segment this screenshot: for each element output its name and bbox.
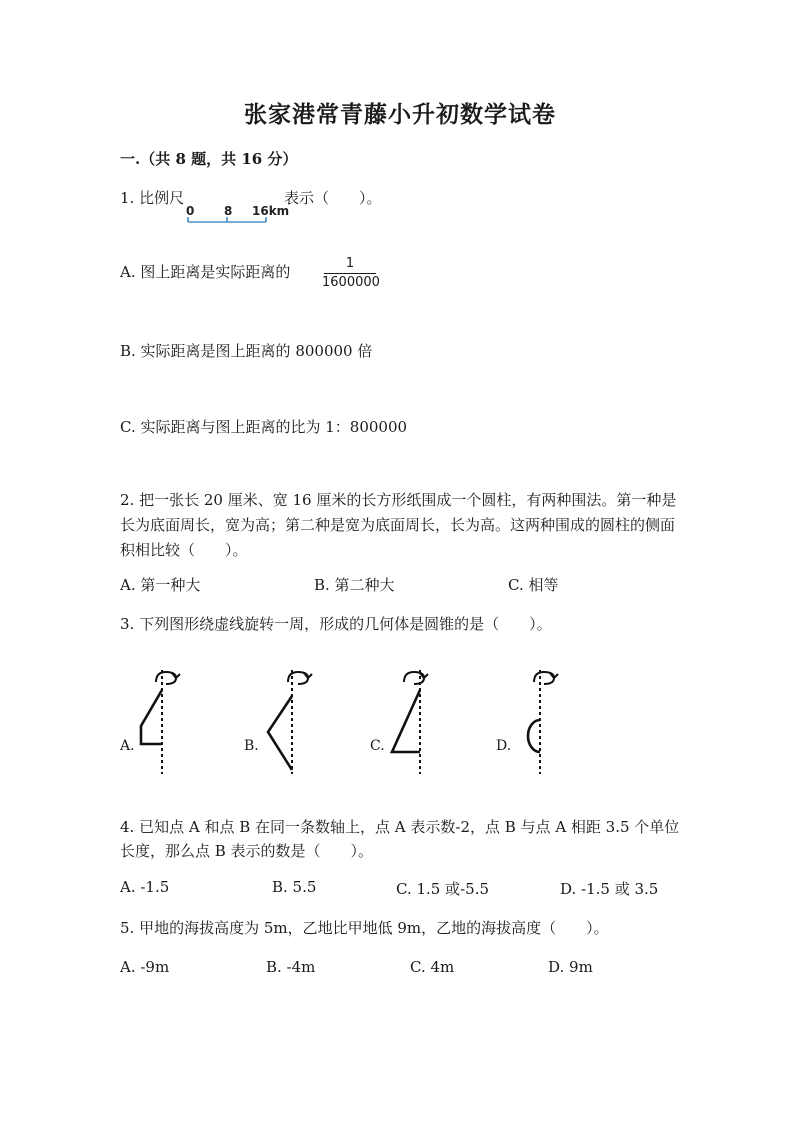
question-4-option-d: D. -1.5 或 3.5 [560,880,659,898]
question-3-text: 3. 下列图形绕虚线旋转一周，形成的几何体是圆锥的是（ ）。 [120,615,552,633]
question-5-text: 5. 甲地的海拔高度为 5m，乙地比甲地低 9m，乙地的海拔高度（ ）。 [120,919,609,937]
question-4-option-c: C. 1.5 或-5.5 [396,880,490,898]
question-1-option-a: A. 图上距离是实际距离的 [120,263,291,281]
question-2-option-c: C. 相等 [508,576,559,594]
question-4-option-a: A. -1.5 [120,878,170,896]
rotation-figure-c-icon [384,668,454,778]
rotation-figure-b-icon [262,668,332,778]
fraction [322,255,378,292]
page-title: 张家港常青藤小升初数学试卷 [244,101,556,128]
question-5-option-c: C. 4m [410,958,455,976]
question-2-text: 2. 把一张长 20 厘米、宽 16 厘米的长方形纸围成一个圆柱，有两种围法。第一种是长为底面周长，宽为高；第二种是宽为底面周长，长为高。这两种围成的圆柱的侧面积相比较（ ）。 [120,491,677,559]
rotation-figure-a-icon [138,668,208,778]
scale-label-16km: 16km [252,204,290,218]
question-2-option-a: A. 第一种大 [120,576,201,594]
question-5-option-b: B. -4m [266,958,316,976]
question-1-option-c: C. 实际距离与图上距离的比为 1：800000 [120,418,408,436]
question-2-option-b: B. 第二种大 [314,576,395,594]
question-4-option-b: B. 5.5 [272,878,317,896]
fraction-numerator: 1 [345,256,355,271]
question-5-option-a: A. -9m [120,958,170,976]
scale-label-8: 8 [224,204,233,218]
scale-label-0: 0 [186,204,195,218]
scale-bar-figure [186,200,290,230]
section-heading: 一.（共 8 题，共 16 分） [120,150,298,168]
rotation-figure-d-icon [512,668,582,778]
question-1-suffix: 表示（ ）。 [284,189,382,207]
question-1-prefix: 1. 比例尺 [120,189,185,207]
question-4-text: 4. 已知点 A 和点 B 在同一条数轴上，点 A 表示数-2，点 B 与点 A 相距 3.5 个单位长度，那么点 B 表示的数是（ ）。 [120,818,680,860]
question-1-option-b: B. 实际距离是图上距离的 800000 倍 [120,342,373,360]
question-3-option-b: B. [244,738,259,754]
question-3-option-a: A. [120,738,135,754]
fraction-denominator: 1600000 [322,275,380,290]
question-5-option-d: D. 9m [548,958,593,976]
question-3-option-c: C. [370,738,385,754]
question-3-option-d: D. [496,738,512,754]
